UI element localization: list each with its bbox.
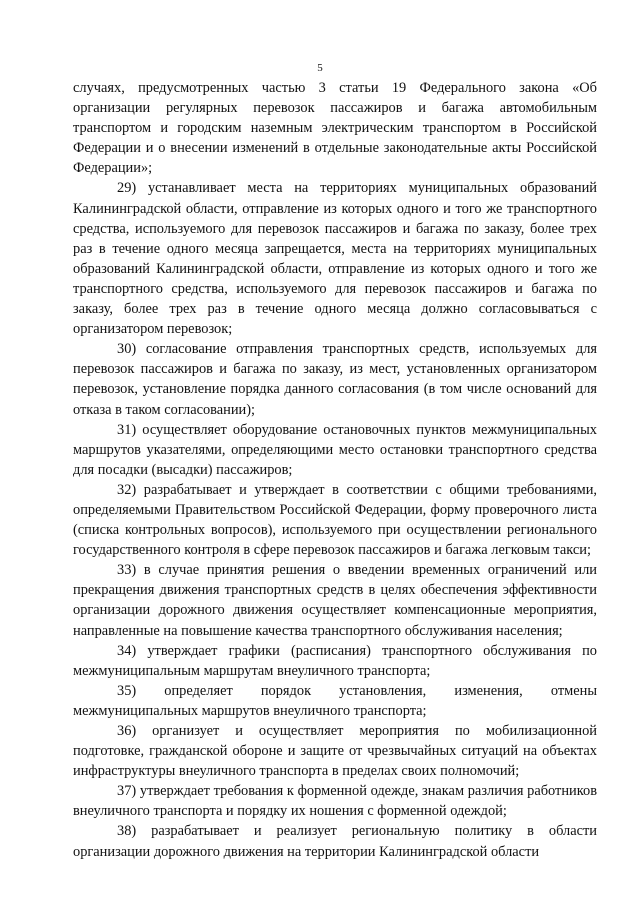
paragraph-item-30: 30) согласование отправления транспортных средств, используемых для перевозок пассажиров и багажа по заказу, из мест, установленных организатором перевозок, установление порядка данного согласования (в том числе оснований для отказа в таком согласовании); (73, 341, 597, 418)
paragraph-continuation: случаях, предусмотренных частью 3 статьи 19 Федерального закона «Об организации регулярных перевозок пассажиров и багажа автомобильным транспортом и городским наземным электрическим транспортом в Российской Федерации и о внесении изменений в отдельные законодательные акты Российской Федерации»; (73, 80, 597, 177)
paragraph-item-36: 36) организует и осуществляет мероприятия по мобилизационной подготовке, гражданской обороне и защите от чрезвычайных ситуаций на объектах инфраструктуры внеуличного транспорта в пределах своих полномочий; (73, 723, 597, 780)
paragraph-item-31: 31) осуществляет оборудование остановочных пунктов межмуниципальных маршрутов указателями, определяющими место остановки транспортного средства для посадки (высадки) пассажиров; (73, 421, 597, 478)
paragraph-item-35: 35) определяет порядок установления, изменения, отмены межмуниципальных маршрутов внеуличного транспорта; (73, 682, 597, 719)
page-number: 5 (317, 62, 323, 74)
paragraph-item-33: 33) в случае принятия решения о введении временных ограничений или прекращения движения транспортных средств в целях обеспечения эффективности организации дорожного движения осуществляет компенсационные мероприятия, направленные на повышение качества транспортного обслуживания населения; (73, 562, 597, 639)
paragraph-item-37: 37) утверждает требования к форменной одежде, знакам различия работников внеуличного транспорта и порядку их ношения с форменной одеждой; (73, 783, 597, 820)
paragraph-item-32: 32) разрабатывает и утверждает в соответствии с общими требованиями, определяемыми Правительством Российской Федерации, форму проверочного листа (списка контрольных вопросов), используемого при осуществлении регионального государственного контроля в сфере перевозок пассажиров и багажа легковым такси; (73, 481, 597, 559)
paragraph-item-34: 34) утверждает графики (расписания) транспортного обслуживания по межмуниципальным маршрутам внеуличного транспорта; (73, 642, 597, 679)
document-body (73, 78, 597, 862)
paragraph-item-29: 29) устанавливает места на территориях муниципальных образований Калининградской области, отправление из которых одного и того же транспортного средства, используемого для перевозок пассажиров и багажа по заказу, более трех раз в течение одного месяца запрещается, места на территориях муниципальных образований Калининградской области, отправление из которых одного и того же транспортного средства, используемого для перевозок пассажиров и багажа по заказу, более трех раз в течение одного месяца должно согласовываться с организатором перевозок; (73, 180, 597, 338)
paragraph-item-38: 38) разрабатывает и реализует региональную политику в области организации дорожного движения на территории Калининградской области (73, 823, 597, 860)
